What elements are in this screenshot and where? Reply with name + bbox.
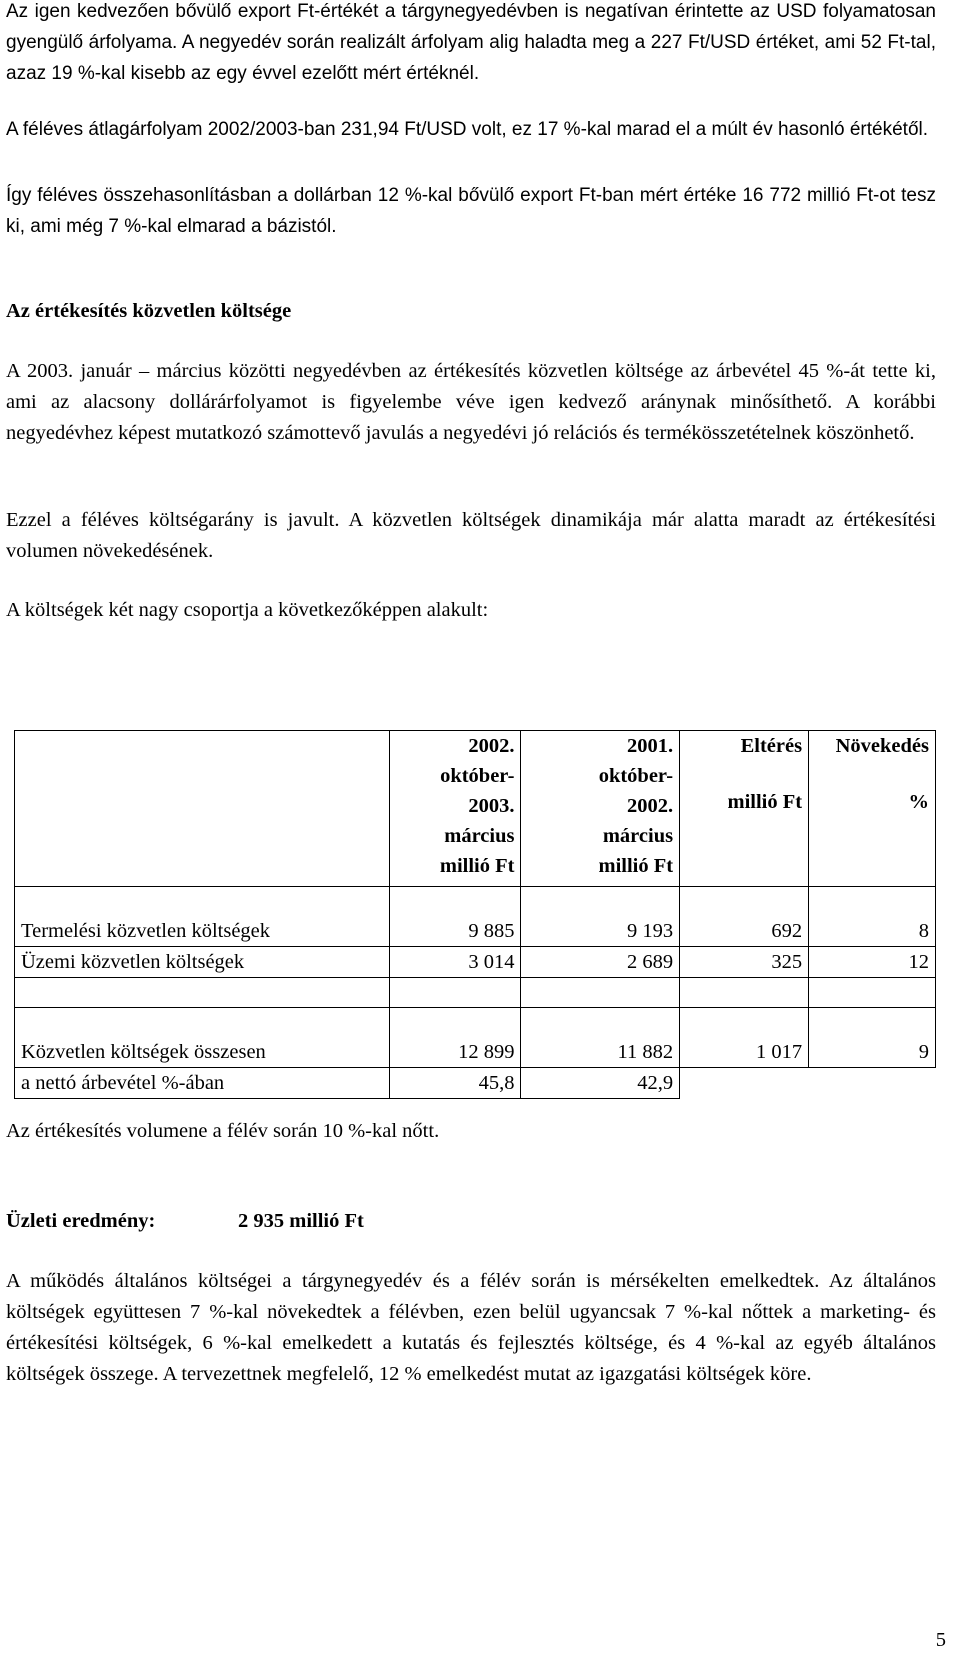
table-row bbox=[15, 887, 936, 947]
table-cell: 1 017 bbox=[680, 1008, 809, 1068]
table-cell: 8 bbox=[809, 887, 936, 947]
table-row bbox=[15, 1008, 936, 1068]
table-row-label: Üzemi közvetlen költségek bbox=[15, 947, 390, 978]
table-row-label: a nettó árbevétel %-ában bbox=[15, 1068, 390, 1099]
table-row bbox=[15, 1068, 936, 1099]
page-number: 5 bbox=[935, 1629, 946, 1651]
table-cell bbox=[680, 1068, 809, 1099]
table-cell bbox=[809, 978, 936, 1008]
table-cell: 692 bbox=[680, 887, 809, 947]
table-cell bbox=[809, 1068, 936, 1099]
table-cell: 325 bbox=[680, 947, 809, 978]
heading-direct-cost: Az értékesítés közvetlen költsége bbox=[6, 300, 292, 322]
paragraph-cost-groups: A költségek két nagy csoportja a következőképpen alakult: bbox=[6, 599, 489, 621]
business-result-value: 2 935 millió Ft bbox=[238, 1210, 364, 1232]
table-row-label: Termelési közvetlen költségek bbox=[15, 887, 390, 947]
paragraph-average-rate: A féléves átlagárfolyam 2002/2003-ban 231,94 Ft/USD volt, ez 17 %-kal marad el a múlt év hasonló értékétől. bbox=[6, 119, 929, 140]
paragraph-volume: Az értékesítés volumene a félév során 10 %-kal nőtt. bbox=[6, 1120, 440, 1142]
business-result bbox=[6, 1206, 364, 1237]
table-header-current-period: 2002. október- 2003. március millió Ft bbox=[390, 731, 521, 887]
table-header-difference: Eltérés millió Ft bbox=[680, 731, 809, 887]
table-cell: 45,8 bbox=[390, 1068, 521, 1099]
business-result-label: Üzleti eredmény: bbox=[6, 1210, 156, 1232]
table-cell: 12 899 bbox=[390, 1008, 521, 1068]
table-cell bbox=[680, 978, 809, 1008]
table-cell: 3 014 bbox=[390, 947, 521, 978]
table-cell: 9 193 bbox=[521, 887, 680, 947]
table-cell: 9 885 bbox=[390, 887, 521, 947]
paragraph-export-value: Az igen kedvezően bővülő export Ft-értékét a tárgynegyedévben is negatívan érintette az USD folyamatosan gyengülő árfolyama. A negyedév során realizált árfolyam alig haladta meg a 227 Ft/USD értéket, ami 52 Ft-tal, azaz 19 %-kal kisebb az egy évvel ezelőtt mért értéknél. bbox=[6, 1, 936, 84]
table-row-label bbox=[15, 978, 390, 1008]
paragraph-cost-ratio: Ezzel a féléves költségarány is javult. A közvetlen költségek dinamikája már alatta maradt az értékesítési volumen növekedésének. bbox=[6, 509, 936, 562]
table-cell bbox=[390, 978, 521, 1008]
table-cell: 9 bbox=[809, 1008, 936, 1068]
table-cell: 11 882 bbox=[521, 1008, 680, 1068]
table-row-label: Közvetlen költségek összesen bbox=[15, 1008, 390, 1068]
cost-table bbox=[14, 730, 936, 1099]
table-header-previous-period: 2001. október- 2002. március millió Ft bbox=[521, 731, 680, 887]
paragraph-general-costs: A működés általános költségei a tárgynegyedév és a félév során is mérsékelten emelkedtek. Az általános költségek együttesen 7 %-kal növekedtek a félévben, ezen belül ugyancsak 7 %-kal nőttek a marketing- és értékesítési költségek, 6 %-kal emelkedett a kutatás és fejlesztés költsége, és 4 %-kal az egyéb általános költségek összege. A tervezettnek megfelelő, 12 % emelkedést mutat az igazgatási költségek köre. bbox=[6, 1270, 936, 1385]
table-cell: 12 bbox=[809, 947, 936, 978]
table-header-growth: Növekedés % bbox=[809, 731, 936, 887]
table-row bbox=[15, 947, 936, 978]
table-cell: 2 689 bbox=[521, 947, 680, 978]
table-header-empty bbox=[15, 731, 390, 887]
table-row bbox=[15, 978, 936, 1008]
table-cell bbox=[521, 978, 680, 1008]
paragraph-quarter-cost: A 2003. január – március közötti negyedévben az értékesítés közvetlen költsége az árbevétel 45 %-át tette ki, ami az alacsony dollárárfolyamot is figyelembe véve igen kedvező aránynak minősíthető. A korábbi negyedévhez képest mutatkozó számottevő javulás a negyedévi jó relációs és termékösszetételnek köszönhető. bbox=[6, 360, 936, 444]
paragraph-half-year-comparison: Így féléves összehasonlításban a dollárban 12 %-kal bővülő export Ft-ban mért értéke 16 772 millió Ft-ot tesz ki, ami még 7 %-kal elmarad a bázistól. bbox=[6, 185, 936, 237]
table-header-row bbox=[15, 731, 936, 887]
table-cell: 42,9 bbox=[521, 1068, 680, 1099]
